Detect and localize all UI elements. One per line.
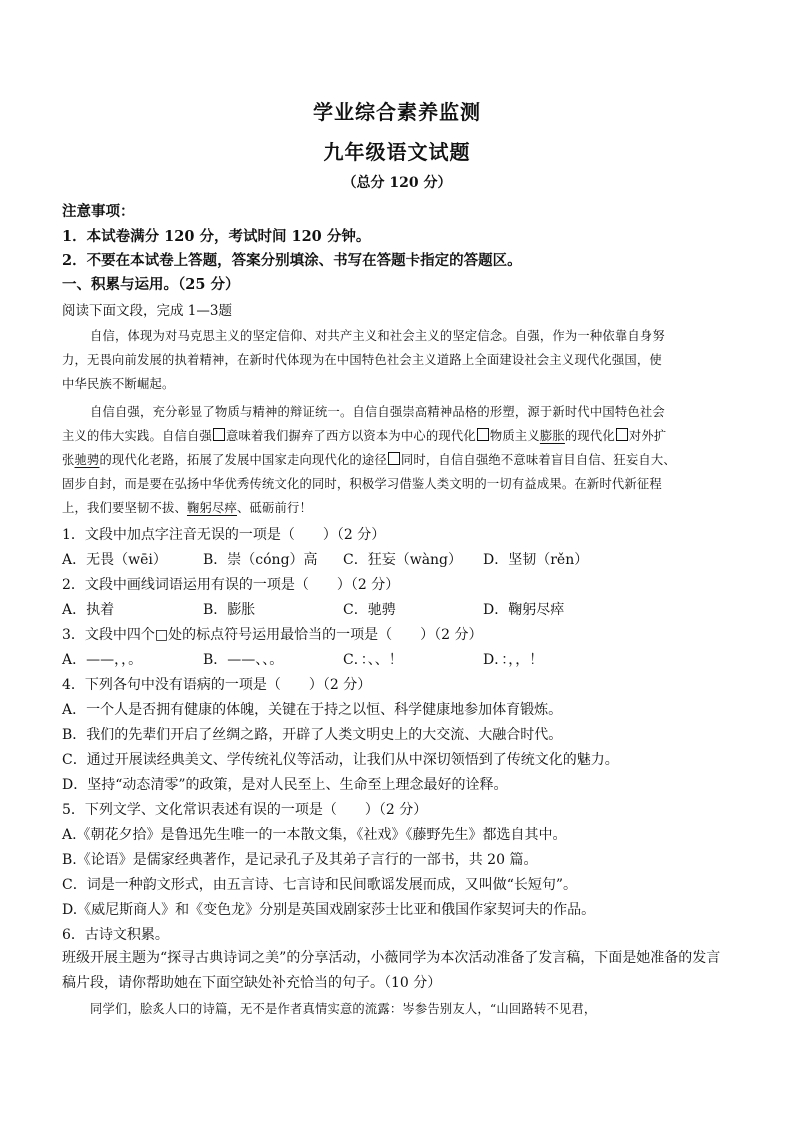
question-2-option-a[interactable]: A．执着 (62, 602, 115, 618)
blank-box (477, 428, 489, 441)
question-5-option-b[interactable]: B.《论语》是儒家经典著作，是记录孔子及其弟子言行的一部书，共 20 篇。 (62, 852, 538, 868)
passage-text: 、砥砺前行！ (236, 501, 312, 515)
underlined-word: 鞠躬尽瘁 (186, 501, 237, 515)
question-5-option-d[interactable]: D.《威尼斯商人》和《变色龙》分别是英国戏剧家莎士比亚和俄国作家契诃夫的作品。 (62, 902, 596, 918)
question-2-option-d[interactable]: D．鞠躬尽瘁 (483, 602, 565, 618)
notes-item-2: 2．不要在本试卷上答题，答案分别填涂、书写在答题卡指定的答题区。 (62, 252, 522, 269)
question-4-option-d[interactable]: D．坚持“动态清零”的政策，是对人民至上、生命至上理念最好的诠释。 (62, 777, 508, 793)
passage-text: 主义的伟大实践。自信自强 (62, 429, 212, 443)
passage-text: 同时，自信自强绝不意味着盲目自信、狂妄自大、 (400, 453, 676, 467)
blank-box (213, 428, 225, 441)
question-3-option-a[interactable]: A．——，，。 (62, 652, 143, 668)
question-5-option-a[interactable]: A.《朝花夕拾》是鲁迅先生唯一的一本散文集，《社戏》《藤野先生》都选自其中。 (62, 827, 567, 843)
question-5-stem: 5．下列文学、文化常识表述有误的一项是（ ）（2 分） (62, 802, 428, 818)
question-2-option-c[interactable]: C．驰骋 (343, 602, 396, 618)
passage-text: 对外扩 (628, 429, 667, 443)
passage-text: 上，我们要坚韧不拔、 (62, 501, 187, 515)
question-1-option-b[interactable]: B．崇（cóng）高 (203, 552, 318, 568)
passage-line (62, 450, 676, 468)
passage-line: 自信，体现为对马克思主义的坚定信仰、对共产主义和社会主义的坚定信念。自强，作为一种依靠自身努 (90, 329, 665, 343)
section-1-heading: 一、积累与运用。（25 分） (62, 276, 240, 293)
passage-line: 固步自封，而是要在弘扬中华优秀传统文化的同时，积极学习借鉴人类文明的一切有益成果。在新时代新征程 (62, 477, 662, 491)
question-1-stem: 1．文段中加点字注音无误的一项是（ ）（2 分） (62, 527, 386, 543)
question-4-option-a[interactable]: A．一个人是否拥有健康的体魄，关键在于持之以恒、科学健康地参加体育锻炼。 (62, 702, 563, 718)
exam-subtitle: 九年级语文试题 (323, 140, 471, 164)
question-1-option-d[interactable]: D．坚韧（rěn） (483, 552, 589, 568)
question-3-option-d[interactable]: D．：，，！ (483, 652, 544, 668)
passage-text: 意味着我们摒弃了西方以资本为中心的现代化 (225, 429, 476, 443)
reading-instruction: 阅读下面文段，完成 1—3题 (62, 303, 232, 319)
passage-text: 物质主义 (489, 429, 540, 443)
question-2-stem: 2．文段中画线词语运用有误的一项是（ ）（2 分） (62, 577, 400, 593)
notes-item-1: 1．本试卷满分 120 分，考试时间 120 分钟。 (62, 228, 371, 245)
total-score: （总分 120 分） (342, 175, 452, 191)
question-1-option-a[interactable]: A．无畏（wēi） (62, 552, 167, 568)
question-6-speech: 同学们，脍炙人口的诗篇，无不是作者真情实意的流露：岑参告别友人，“山回路转不见君， (90, 1002, 597, 1016)
passage-line: 自信自强，充分彰显了物质与精神的辩证统一。自信自强崇高精神品格的形塑，源于新时代中国特色社会 (90, 405, 665, 419)
passage-text: 的现代化 (564, 429, 615, 443)
notes-heading: 注意事项： (62, 203, 135, 220)
question-6-stem: 6．古诗文积累。 (62, 927, 169, 943)
question-1-option-c[interactable]: C．狂妄（wàng） (343, 552, 463, 568)
passage-line (62, 498, 312, 516)
question-3-option-c[interactable]: C．：、、！ (343, 652, 403, 668)
passage-line: 中华民族不断崛起。 (62, 377, 175, 391)
question-2-option-b[interactable]: B．膨胀 (203, 602, 256, 618)
question-4-option-c[interactable]: C．通过开展读经典美文、学传统礼仪等活动，让我们从中深切领悟到了传统文化的魅力。 (62, 752, 619, 768)
passage-line: 力，无畏向前发展的执着精神，在新时代体现为在中国特色社会主义道路上全面建设社会主义现代化强国，使 (62, 353, 662, 367)
blank-box (388, 452, 400, 465)
blank-box (616, 428, 628, 441)
passage-text: 张 (62, 453, 75, 467)
question-4-option-b[interactable]: B．我们的先辈们开启了丝绸之路，开辟了人类文明史上的大交流、大融合时代。 (62, 727, 563, 743)
exam-title: 学业综合素养监测 (313, 100, 481, 124)
question-3-option-b[interactable]: B．——、、。 (203, 652, 284, 668)
question-5-option-c[interactable]: C．词是一种韵文形式，由五言诗、七言诗和民间歌谣发展而成，又叫做“长短句”。 (62, 877, 578, 893)
question-6-intro: 稿片段，请你帮助她在下面空缺处补充恰当的句子。（10 分） (62, 975, 442, 991)
underlined-word: 驰骋 (74, 453, 100, 467)
passage-line (62, 426, 666, 444)
question-6-intro: 班级开展主题为“探寻古典诗词之美”的分享活动，小薇同学为本次活动准备了发言稿，下面是她准备的发言 (62, 950, 721, 966)
question-3-stem: 3．文段中四个□处的标点符号运用最恰当的一项是（ ）（2 分） (62, 627, 483, 643)
underlined-word: 膨胀 (539, 429, 565, 443)
passage-text: 的现代化老路，拓展了发展中国家走向现代化的途径 (99, 453, 387, 467)
question-4-stem: 4．下列各句中没有语病的一项是（ ）（2 分） (62, 677, 372, 693)
